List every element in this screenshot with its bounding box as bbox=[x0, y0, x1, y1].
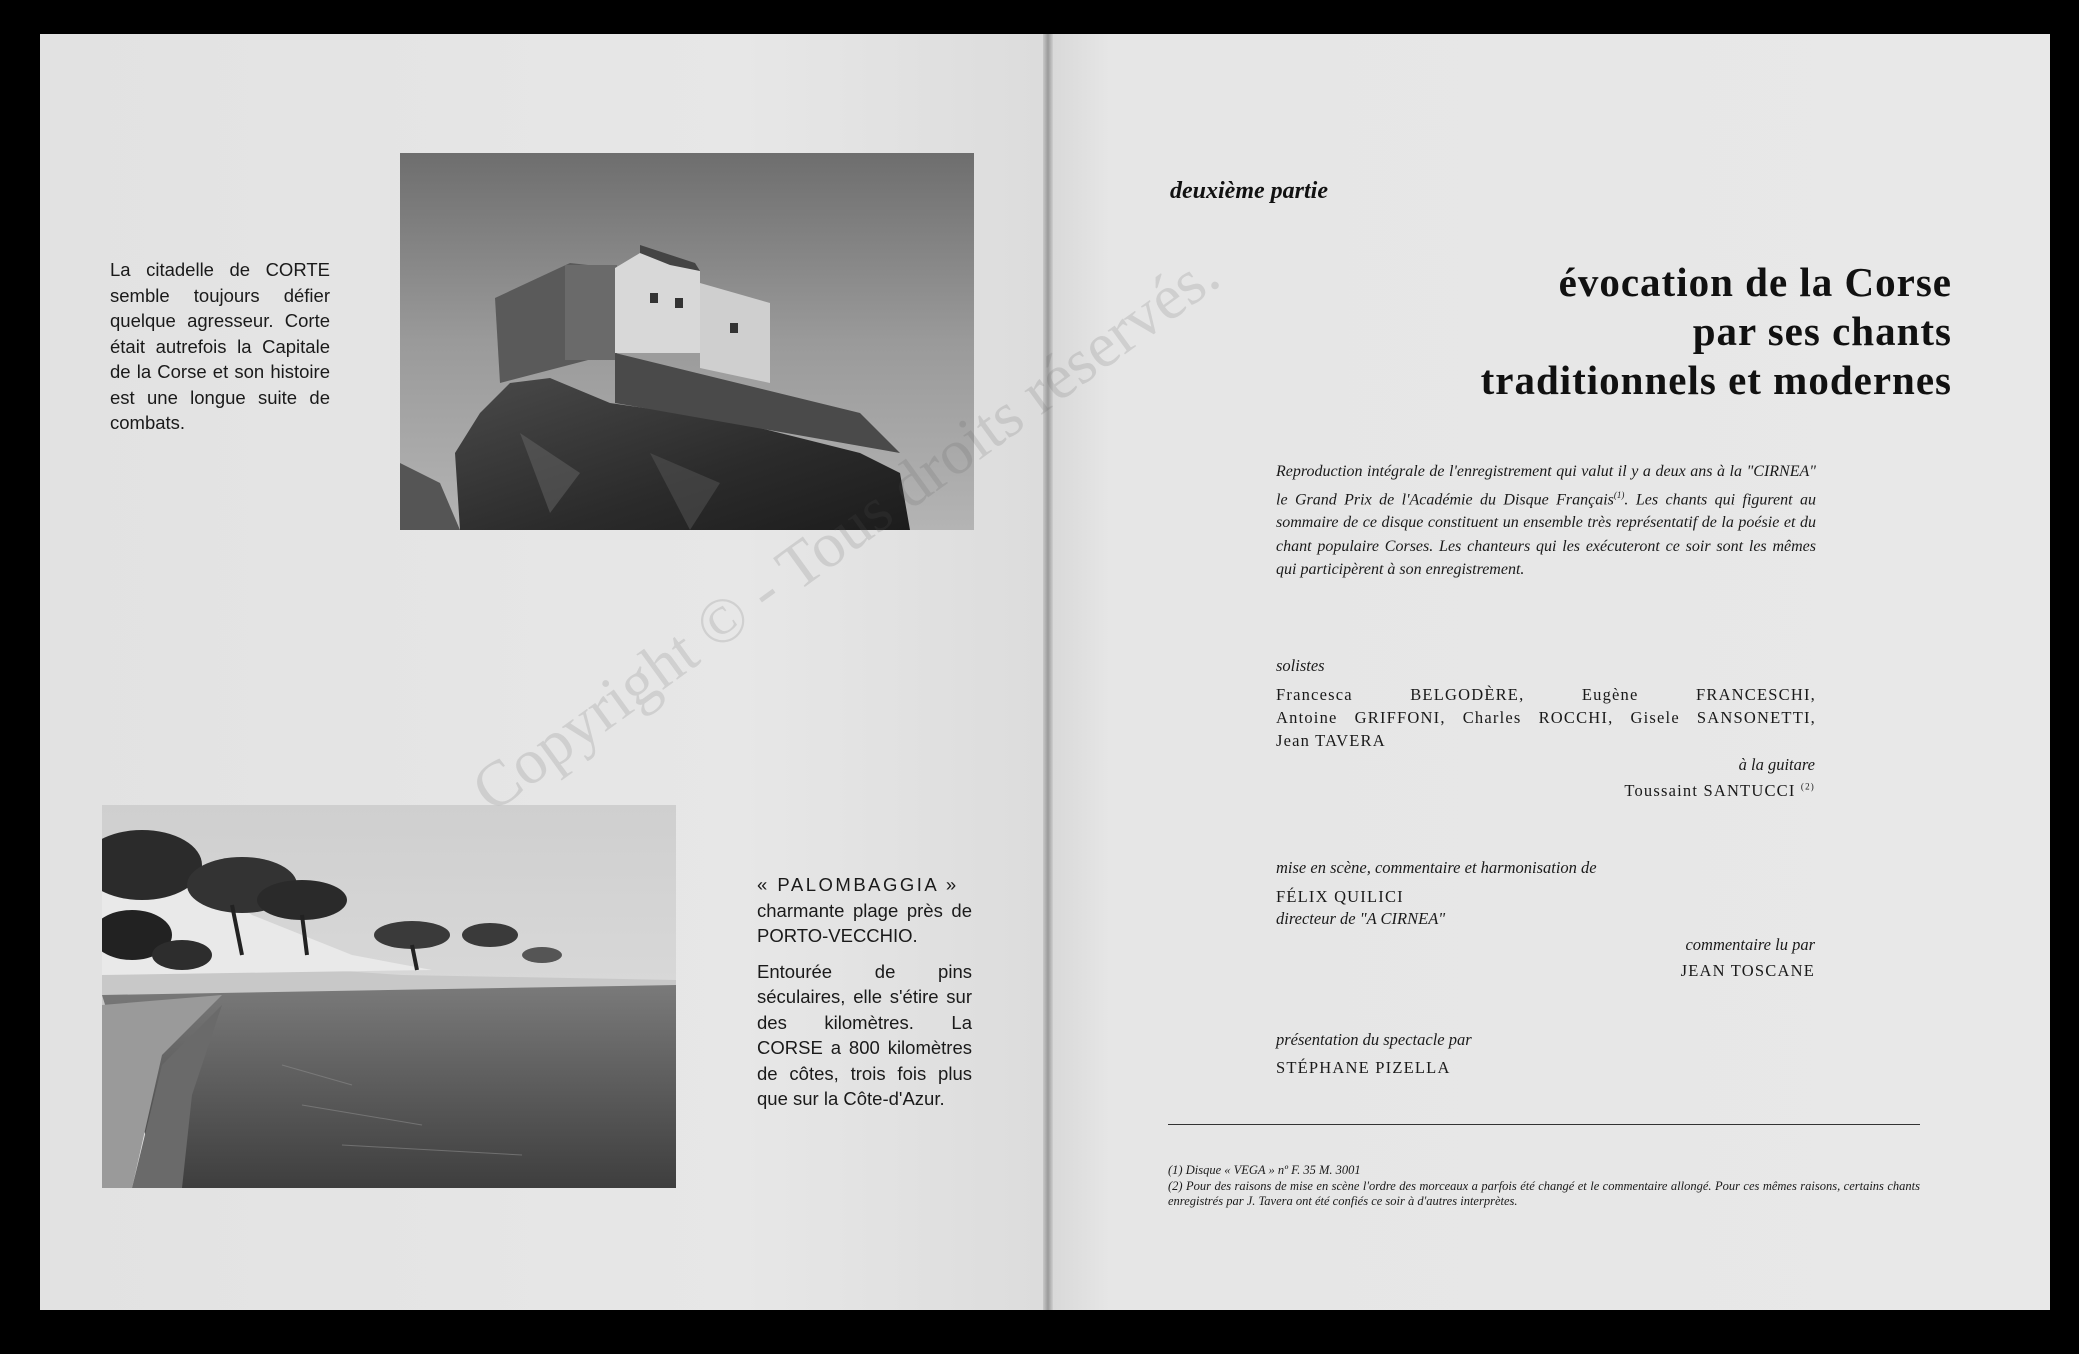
main-title bbox=[1481, 258, 1952, 405]
title-line-1: évocation de la Corse bbox=[1558, 259, 1952, 305]
intro-line1: Reproduction intégrale de l'enregistrement qui valut il y a deux ans à la "CIRNEA" le Grand Prix de l'Académie du Disque Français bbox=[1276, 463, 1816, 508]
palombaggia-line1: charmante plage près de PORTO-VECCHIO. bbox=[757, 899, 972, 946]
intro-line2: . Les chants qui figurent au sommaire de ce disque constituent un ensemble très représentatif de la poésie et du chant populaire Corses. Les chanteurs qui les exécuteront ce soir sont les mêmes qui participèrent à son enregistrement. bbox=[1276, 490, 1817, 579]
palombaggia-caption bbox=[757, 872, 972, 1112]
palombaggia-title: « PALOMBAGGIA » bbox=[757, 874, 959, 895]
footnote-2: (2) Pour des raisons de mise en scène l'ordre des morceaux a parfois été changé et le commentaire allongé. Pour ces mêmes raisons, certains chants enregistrés par J. Tavera ont été confiés ce soir à d'autres interprètes. bbox=[1168, 1178, 1920, 1208]
right-page bbox=[1050, 34, 2050, 1310]
solistes-label: solistes bbox=[1276, 656, 1325, 675]
guitarist-name: Toussaint SANTUCCI bbox=[1624, 781, 1796, 800]
solistes-line-2: Antoine GRIFFONI, Charles ROCCHI, Gisele SANSONETTI, bbox=[1276, 708, 1816, 727]
footnote-1: (1) Disque « VEGA » nº F. 35 M. 3001 bbox=[1168, 1163, 1361, 1177]
presentation-label: présentation du spectacle par bbox=[1276, 1030, 1472, 1049]
title-line-2: par ses chants bbox=[1692, 308, 1952, 354]
footnote-divider bbox=[1168, 1124, 1920, 1125]
corte-citadel-photo bbox=[400, 153, 974, 530]
corte-caption-text: La citadelle de CORTE semble toujours défier quelque agresseur. Corte était autrefois la Capitale de la Corse et son histoire est une longue suite de combats. bbox=[110, 259, 330, 433]
palombaggia-body: Entourée de pins séculaires, elle s'étire sur des kilomètres. La CORSE a 800 kilomètres de côtes, trois fois plus que sur la Côte-d'Azur. bbox=[757, 960, 972, 1109]
footnote-ref-2: (2) bbox=[1800, 781, 1815, 792]
commentaire-name: JEAN TOSCANE bbox=[1680, 961, 1815, 980]
commentaire-label: commentaire lu par bbox=[1685, 935, 1815, 954]
guitare-name bbox=[1624, 781, 1815, 801]
solistes-line-3: Jean TAVERA bbox=[1276, 731, 1386, 750]
solistes-line-1: Francesca BELGODÈRE, Eugène FRANCESCHI, bbox=[1276, 685, 1816, 704]
guitare-label: à la guitare bbox=[1738, 755, 1815, 774]
intro-paragraph bbox=[1276, 460, 1816, 582]
palombaggia-beach-photo bbox=[102, 805, 676, 1188]
presentation-name: STÉPHANE PIZELLA bbox=[1276, 1058, 1451, 1077]
footnote-ref-1: (1) bbox=[1613, 489, 1625, 500]
footnotes bbox=[1168, 1163, 1920, 1210]
mise-en-scene-role: directeur de "A CIRNEA" bbox=[1276, 909, 1446, 928]
booklet-spine bbox=[1043, 34, 1053, 1310]
title-line-3: traditionnels et modernes bbox=[1480, 357, 1952, 403]
corte-caption bbox=[110, 257, 330, 436]
part-label: deuxième partie bbox=[1170, 178, 1328, 204]
mise-en-scene-label: mise en scène, commentaire et harmonisation de bbox=[1276, 858, 1597, 877]
mise-en-scene-name: FÉLIX QUILICI bbox=[1276, 887, 1404, 906]
